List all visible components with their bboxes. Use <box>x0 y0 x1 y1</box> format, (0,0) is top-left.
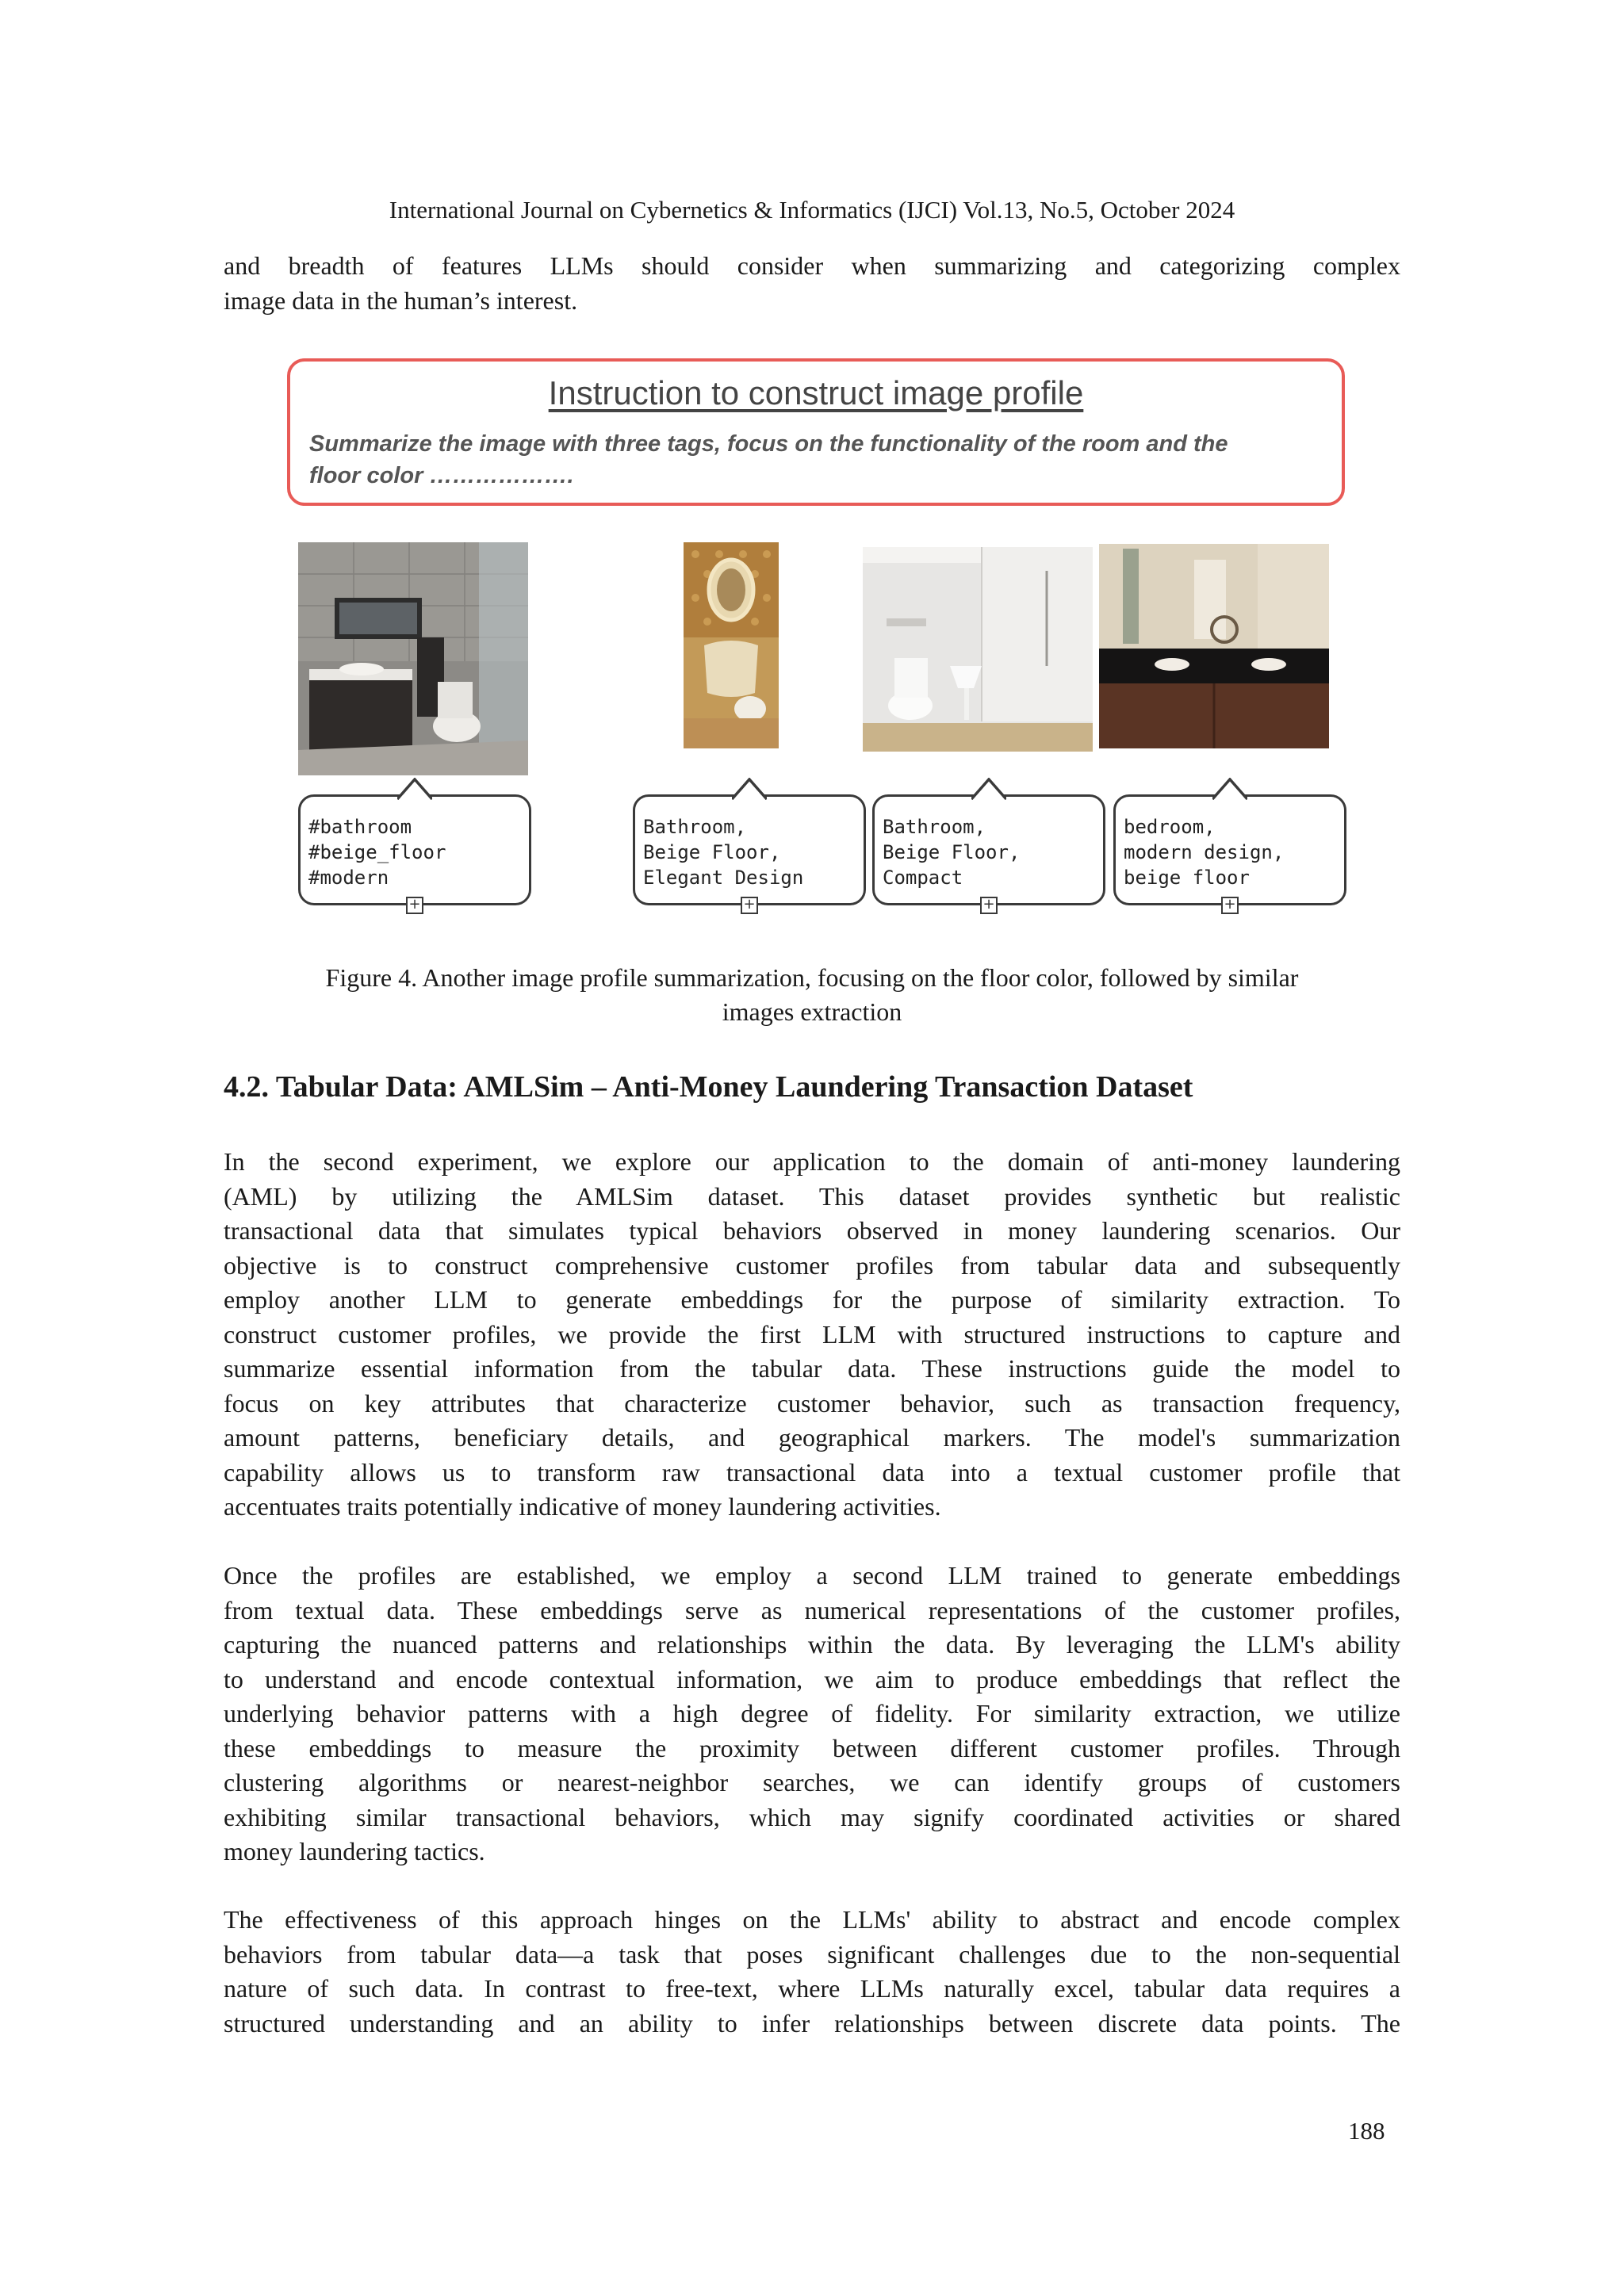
instruction-line: floor color ………………. <box>309 463 574 488</box>
text-line: objective is to construct comprehensive customer profiles from tabular data and subsequently <box>224 1250 1400 1280</box>
tag-text: #modern <box>308 867 389 889</box>
instruction-title: Instruction to construct image profile <box>548 374 1084 411</box>
text-line: accentuates traits potentially indicative of money laundering activities. <box>224 1492 941 1521</box>
paragraph-3 <box>224 1903 1400 2041</box>
expand-icon[interactable]: + <box>406 897 423 914</box>
text-line: money laundering tactics. <box>224 1837 485 1866</box>
intro-paragraph <box>224 249 1400 318</box>
figure-4 <box>279 355 1354 918</box>
text-line: from textual data. These embeddings serve as numerical representations of the customer profiles, <box>224 1595 1400 1624</box>
text-line: (AML) by utilizing the AMLSim dataset. This dataset provides synthetic but realistic <box>224 1181 1400 1211</box>
paragraph-2 <box>224 1559 1400 1869</box>
instruction-line: Summarize the image with three tags, focus on the functionality of the room and the <box>309 431 1228 457</box>
figure-caption <box>224 961 1400 1029</box>
tag-text: #beige_floor <box>308 841 446 863</box>
section-heading: 4.2. Tabular Data: AMLSim – Anti-Money Laundering Transaction Dataset <box>224 1070 1193 1104</box>
tag-text: modern design, <box>1124 841 1285 863</box>
text-line: summarize essential information from the tabular data. These instructions guide the model to <box>224 1354 1400 1383</box>
bathroom-photo-2 <box>684 542 779 748</box>
text-line: In the second experiment, we explore our application to the domain of anti-money laundering <box>224 1147 1400 1176</box>
speech-pointer-icon <box>971 778 1006 800</box>
tag-text: beige floor <box>1124 867 1250 889</box>
text-line: exhibiting similar transactional behaviors, which may signify coordinated activities or shared <box>224 1802 1400 1831</box>
text-line: nature of such data. In contrast to free-text, where LLMs naturally excel, tabular data requires a <box>224 1974 1400 2003</box>
tag-bubble <box>1113 794 1346 913</box>
caption-line: Figure 4. Another image profile summarization, focusing on the floor color, followed by similar <box>325 963 1299 992</box>
text-line: these embeddings to measure the proximity between different customer profiles. Through <box>224 1733 1400 1762</box>
speech-pointer-icon <box>1212 778 1247 800</box>
running-header: International Journal on Cybernetics & Informatics (IJCI) Vol.13, No.5, October 2024 <box>389 196 1235 224</box>
tag-text: Bathroom, <box>883 816 986 838</box>
text-line: capability allows us to transform raw transactional data into a textual customer profile that <box>224 1457 1400 1487</box>
tag-text: Bathroom, <box>643 816 747 838</box>
text-line: underlying behavior patterns with a high degree of fidelity. For similarity extraction, we utilize <box>224 1699 1400 1728</box>
text-line: to understand and encode contextual information, we aim to produce embeddings that reflect the <box>224 1664 1400 1693</box>
tag-bubble <box>298 794 531 913</box>
text-line: image data in the human’s interest. <box>224 285 578 315</box>
tag-text: bedroom, <box>1124 816 1216 838</box>
expand-icon[interactable]: + <box>980 897 998 914</box>
expand-icon[interactable]: + <box>741 897 758 914</box>
tag-text: #bathroom <box>308 816 412 838</box>
tag-text: Compact <box>883 867 963 889</box>
text-line: focus on key attributes that characterize customer behavior, such as transaction frequency, <box>224 1388 1400 1418</box>
bathroom-photo-3 <box>863 547 1093 752</box>
text-line: structured understanding and an ability to infer relationships between discrete data points. The <box>224 2008 1400 2038</box>
text-line: transactional data that simulates typical behaviors observed in money laundering scenarios. Our <box>224 1216 1400 1245</box>
page-number: 188 <box>1348 2117 1385 2145</box>
text-line: Once the profiles are established, we employ a second LLM trained to generate embeddings <box>224 1561 1400 1590</box>
tag-text: Beige Floor, <box>643 841 781 863</box>
text-line: amount patterns, beneficiary details, and geographical markers. The model's summarization <box>224 1423 1400 1452</box>
tag-text: Beige Floor, <box>883 841 1021 863</box>
text-line: capturing the nuanced patterns and relationships within the data. By leveraging the LLM's ability <box>224 1630 1400 1659</box>
expand-icon[interactable]: + <box>1221 897 1239 914</box>
tag-bubble <box>872 794 1105 913</box>
bathroom-photo-1 <box>298 542 528 775</box>
text-line: construct customer profiles, we provide the first LLM with structured instructions to capture and <box>224 1319 1400 1349</box>
text-line: The effectiveness of this approach hinges on the LLMs' ability to abstract and encode complex <box>224 1905 1400 1934</box>
caption-line: images extraction <box>722 997 902 1026</box>
text-line: and breadth of features LLMs should consider when summarizing and categorizing complex <box>224 251 1400 280</box>
tag-text: Elegant Design <box>643 867 804 889</box>
instruction-text <box>309 428 1316 492</box>
text-line: employ another LLM to generate embeddings for the purpose of similarity extraction. To <box>224 1285 1400 1314</box>
text-line: behaviors from tabular data—a task that poses significant challenges due to the non-sequential <box>224 1939 1400 1969</box>
paragraph-1 <box>224 1145 1400 1525</box>
bathroom-photo-4 <box>1099 544 1329 748</box>
tag-bubble <box>633 794 866 913</box>
speech-pointer-icon <box>732 778 767 800</box>
instruction-box <box>287 358 1345 506</box>
text-line: clustering algorithms or nearest-neighbor searches, we can identify groups of customers <box>224 1768 1400 1797</box>
speech-pointer-icon <box>397 778 432 800</box>
